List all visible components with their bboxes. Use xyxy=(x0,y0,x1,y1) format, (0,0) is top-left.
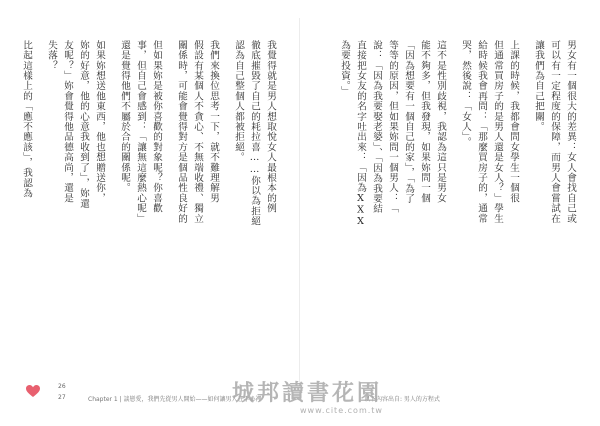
text-column: 直接把女友的名字吐出來：「因為XXX xyxy=(355,40,366,228)
left-running-head: Chapter 1 | 談戀愛，我們先從男人開始——如何讓男人在手心裡 xyxy=(88,396,262,403)
text-column: 妳的好意，他的心意我收到了」，妳還 xyxy=(78,40,89,209)
text-column: 還是覺得他們不屬於合的關係呢。 xyxy=(119,40,130,193)
text-column xyxy=(108,40,116,380)
text-column: 如果妳想送他東西，他也想贈送你， xyxy=(94,40,105,204)
text-column: 這不是性別歧視，我認為這只是男女 xyxy=(435,40,446,204)
text-column xyxy=(165,40,173,380)
text-column: 失落？ xyxy=(46,40,57,71)
text-column: 友呢？」妳會覺得他品德高尚，還是 xyxy=(62,40,73,204)
right-page-text xyxy=(316,40,578,380)
text-column: 關係時，可能會覺得對方是個品性良好的 xyxy=(176,40,187,224)
text-column: 等等的原因，但如果妳問一個男人：「 xyxy=(387,40,398,214)
text-column: 「因為想要有一個自己的家」，「為了 xyxy=(403,40,414,204)
text-column xyxy=(222,40,230,380)
text-column: 給時候我會再問：「那麼買房子的，通常 xyxy=(476,40,487,224)
text-column xyxy=(522,40,530,380)
right-running-head: 以下內容出自: 男人的方程式 xyxy=(364,396,440,403)
left-page-text xyxy=(16,40,278,380)
text-column: 假設有某個人不貪心、不無端收禮、獨立 xyxy=(192,40,203,224)
text-column xyxy=(35,40,43,380)
text-column: 讓我們為自己把關。 xyxy=(533,40,544,132)
page-number-top: 26 xyxy=(58,383,66,390)
text-column: 說：「因為我要娶老婆」、「因為我要結 xyxy=(371,40,382,214)
text-column: 可以有一定程度的保障，而男人會嘗試在 xyxy=(549,40,560,224)
watermark-url: www.cite.com.tw xyxy=(300,406,383,415)
text-column: 男女有一個很大的差異：女人會找自己或 xyxy=(565,40,576,224)
watermark-title: 城邦讀書花園 xyxy=(232,380,383,406)
text-column: 但如果妳是被你喜歡的對象呢？你喜歡 xyxy=(151,40,162,214)
text-column: 事，但自己會感到：「讓無這麼熱心呢」 xyxy=(135,40,146,224)
text-column xyxy=(449,40,457,380)
text-column: 上課的時候，我都會問女學生一個很 xyxy=(508,40,519,204)
text-column: 但通常買房子的是男人還是女人？」學生 xyxy=(492,40,503,224)
text-column: 比起這樣上的「應不應該」，我認為 xyxy=(21,40,32,199)
text-column: 我覺得就是男人想取悅女人最根本的例 xyxy=(265,40,276,214)
text-column: 我們來換位思考一下，就不難理解男 xyxy=(208,40,219,204)
right-page xyxy=(300,0,600,426)
text-column: 能不夠多，但我發現，如果妳問一個 xyxy=(419,40,430,204)
text-column: 哭，然後說：「女人」。 xyxy=(460,40,471,148)
heart-icon xyxy=(26,385,40,398)
text-column: 認為自己整個人都被拒絕。 xyxy=(233,40,244,163)
text-column: 為要投資。」 xyxy=(339,40,350,97)
text-column: 徹底摧毀了自己的耗拉喜……你以為拒絕 xyxy=(249,40,260,227)
page-number-bottom: 27 xyxy=(58,394,66,401)
